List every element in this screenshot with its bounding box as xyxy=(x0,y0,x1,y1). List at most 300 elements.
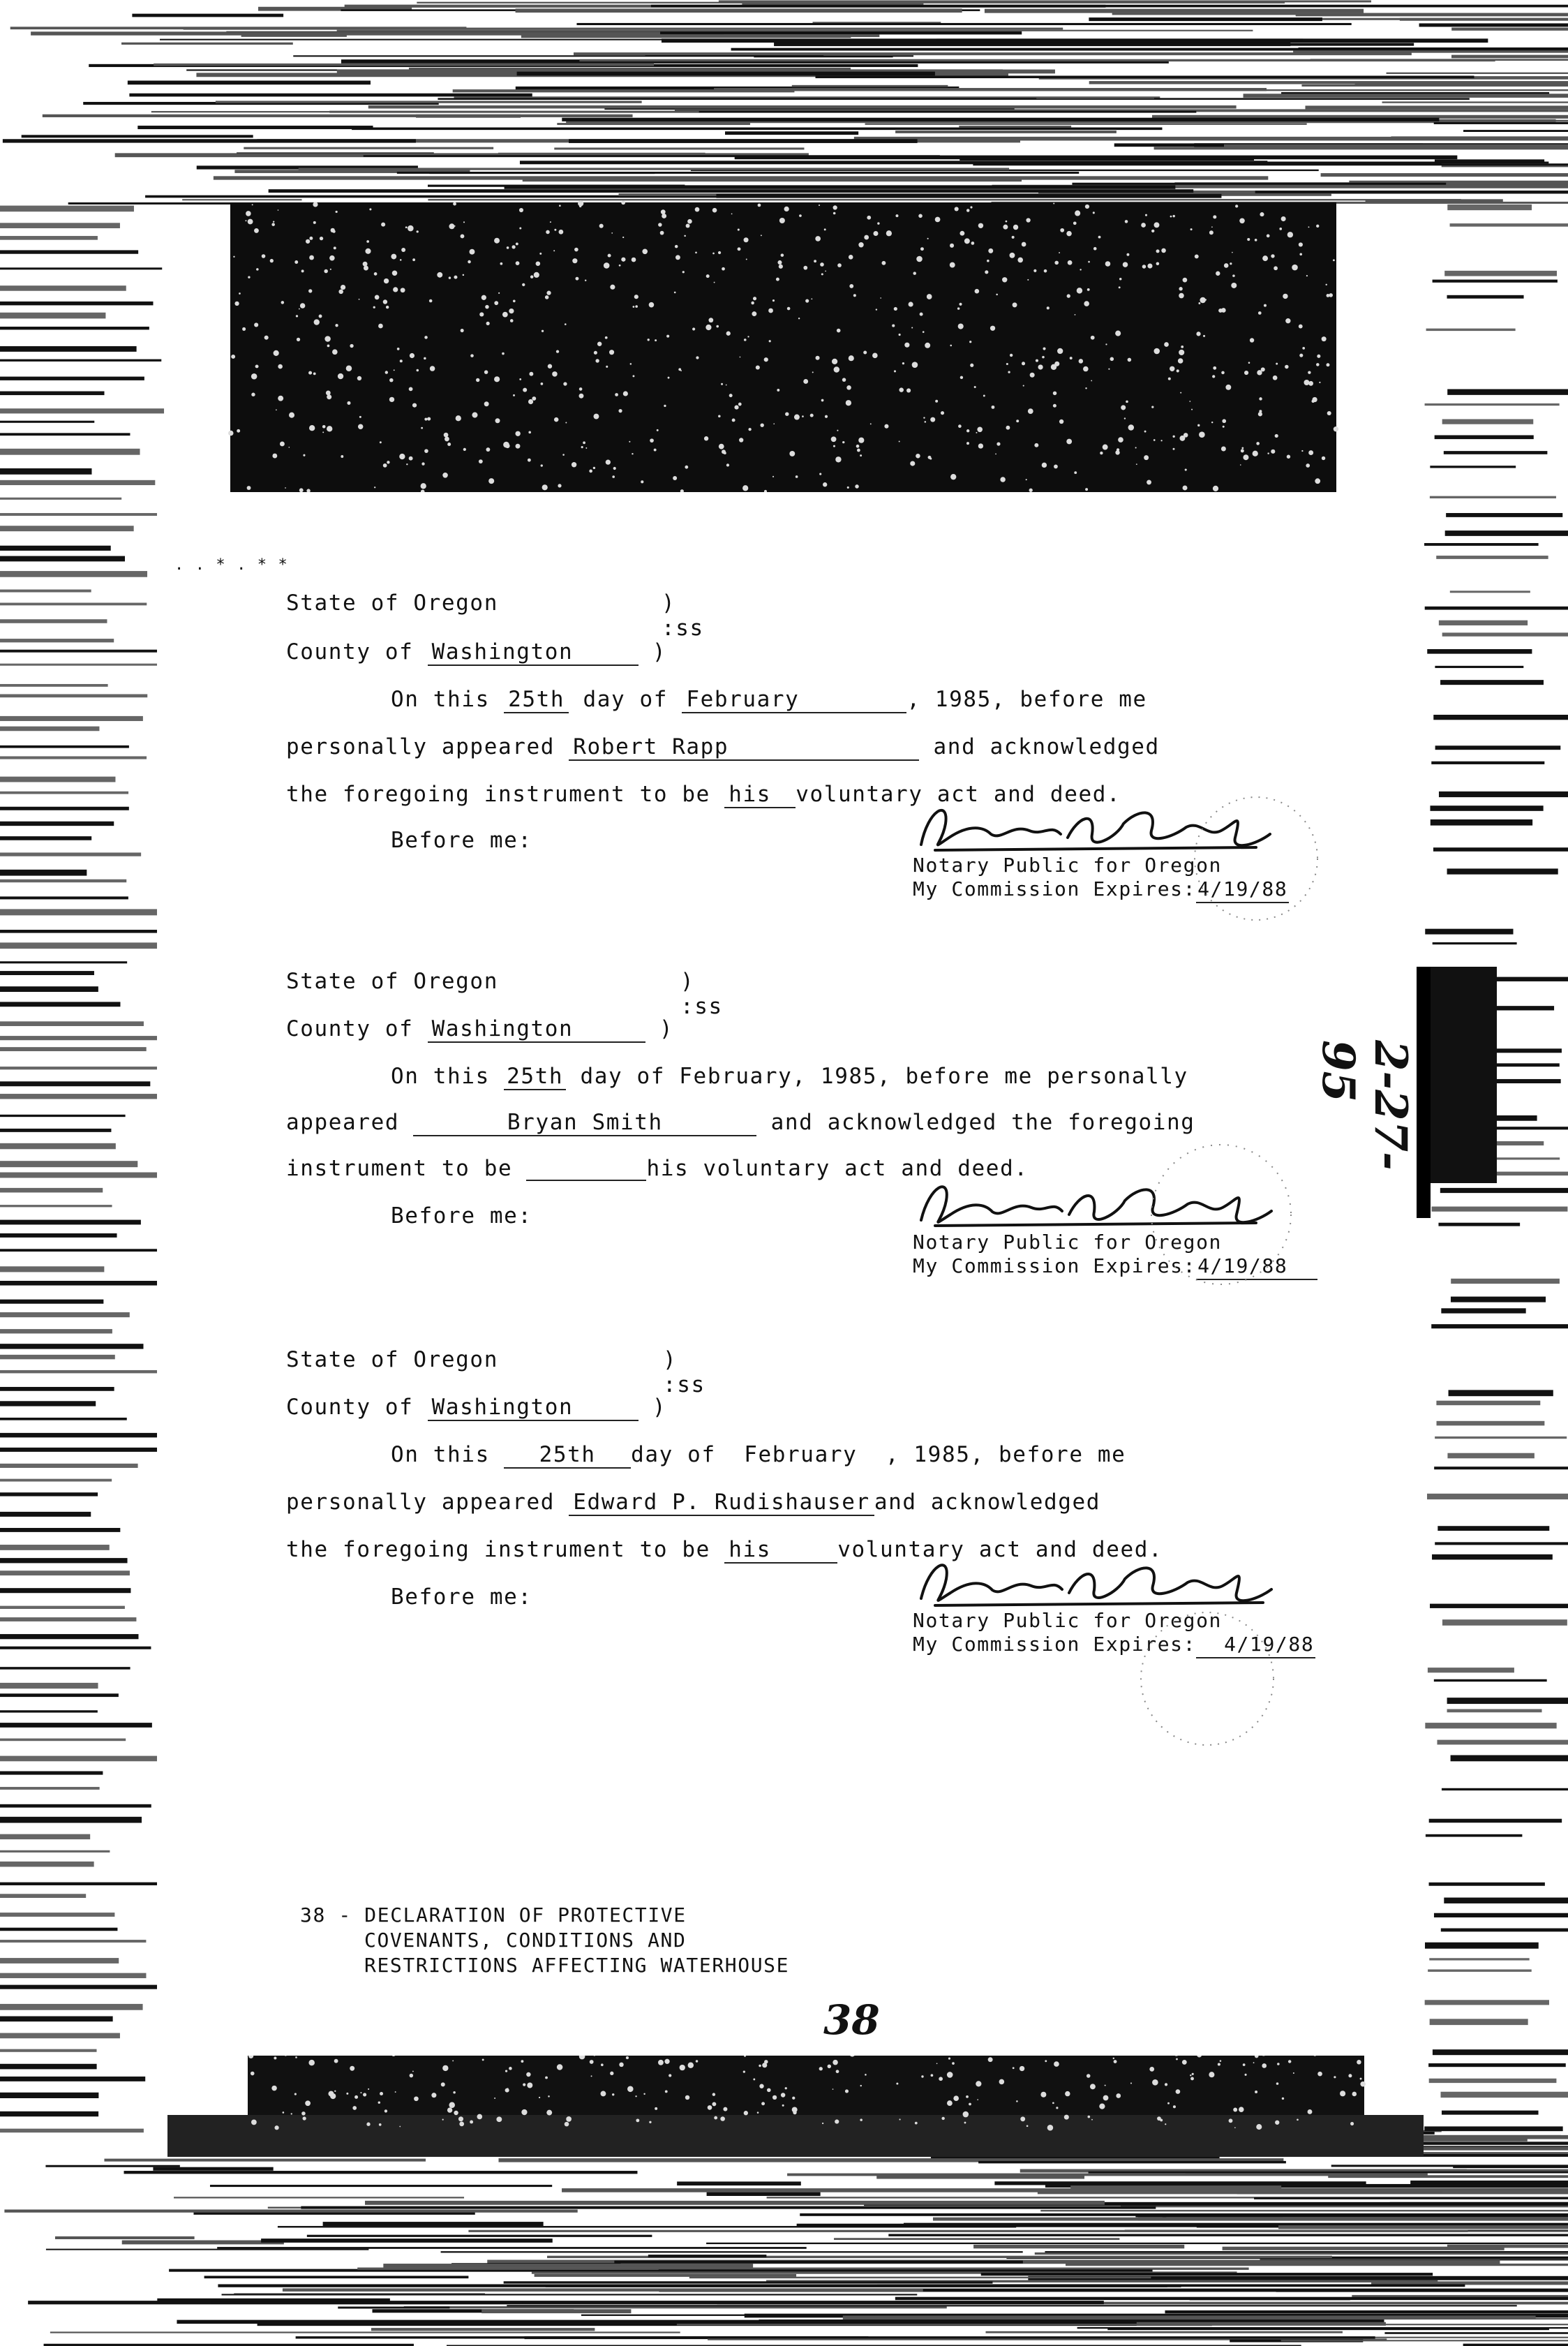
scan-speckle xyxy=(1116,2093,1121,2098)
scan-speckle xyxy=(742,485,748,491)
scan-stripe xyxy=(1435,1542,1568,1545)
scan-speckle xyxy=(400,259,402,261)
scan-speckle xyxy=(1115,331,1121,336)
scan-speckle xyxy=(1260,212,1264,216)
scan-speckle xyxy=(1216,272,1220,276)
scan-speckle xyxy=(548,364,552,368)
scan-speckle xyxy=(1119,286,1121,288)
scan-speckle xyxy=(559,230,564,235)
scan-speckle xyxy=(522,283,525,286)
scan-speckle xyxy=(1156,249,1160,253)
scan-speckle xyxy=(1348,2074,1352,2077)
scan-speckle xyxy=(494,238,500,244)
scan-speckle xyxy=(486,447,490,452)
scan-speckle xyxy=(798,318,800,319)
scan-speckle xyxy=(634,295,639,299)
scan-speckle xyxy=(563,382,567,385)
scan-speckle xyxy=(239,292,241,295)
scan-speckle xyxy=(579,387,583,391)
scan-stripe xyxy=(1432,1207,1568,1212)
scan-speckle xyxy=(1059,420,1063,424)
scan-speckle xyxy=(1093,247,1097,251)
scan-speckle xyxy=(615,393,618,396)
scan-speckle xyxy=(1255,2091,1257,2093)
scan-speckle xyxy=(271,2086,277,2091)
scan-speckle xyxy=(1149,2067,1154,2072)
scan-speckle xyxy=(320,237,323,240)
scan-speckle xyxy=(1047,306,1050,309)
scan-stripe xyxy=(1428,1668,1514,1672)
day-value: 25th xyxy=(504,687,569,713)
scan-speckle xyxy=(636,2118,639,2122)
scan-stripe xyxy=(1410,2181,1568,2185)
scan-stripe xyxy=(1425,1723,1556,1728)
scan-speckle xyxy=(389,397,394,402)
scan-speckle xyxy=(313,372,316,375)
scan-speckle xyxy=(500,262,503,265)
scan-speckle xyxy=(731,213,733,214)
scan-speckle xyxy=(389,378,394,383)
scan-speckle xyxy=(254,322,258,327)
scan-stripe xyxy=(1435,1436,1567,1439)
scan-speckle xyxy=(881,261,886,265)
appeared-line xyxy=(286,1490,1100,1516)
scan-speckle xyxy=(740,357,741,358)
scan-stripe xyxy=(1035,2252,1568,2255)
scan-stripe xyxy=(1441,1929,1568,1932)
scan-stripe xyxy=(1431,1324,1568,1328)
scan-stripe xyxy=(0,1545,110,1550)
scan-speckle xyxy=(546,230,550,235)
scan-speckle xyxy=(327,426,332,431)
scan-speckle xyxy=(539,253,542,255)
scan-speckle xyxy=(1044,269,1047,273)
voluntary-act: voluntary act and deed. xyxy=(796,782,1121,807)
scan-speckle xyxy=(309,425,315,431)
scan-stripe xyxy=(404,2306,947,2308)
scan-speckle xyxy=(641,480,643,483)
scan-stripe xyxy=(936,38,1303,40)
scan-speckle xyxy=(552,371,557,376)
scan-speckle xyxy=(1350,2122,1354,2125)
scan-speckle xyxy=(591,2075,592,2077)
scan-speckle xyxy=(658,223,662,227)
scan-stripe xyxy=(0,206,134,212)
notary-signature-3 xyxy=(907,1551,1284,1614)
scan-stripe xyxy=(0,1985,159,1989)
scan-speckle xyxy=(1053,392,1057,396)
scan-stripe xyxy=(1463,2344,1568,2346)
scan-stripe xyxy=(1254,2197,1568,2199)
notary-seal-1 xyxy=(1186,782,1326,935)
scan-speckle xyxy=(1052,2102,1054,2104)
scan-speckle xyxy=(1334,426,1338,431)
scan-stripe xyxy=(0,2064,97,2070)
scan-speckle xyxy=(505,2088,509,2093)
scan-speckle xyxy=(803,379,808,384)
scan-speckle xyxy=(1274,266,1278,270)
scan-speckle xyxy=(846,400,851,406)
scan-stripe xyxy=(1301,84,1568,87)
scan-speckle xyxy=(858,438,864,443)
scan-stripe xyxy=(1432,1554,1553,1560)
scan-speckle xyxy=(1028,408,1033,414)
scan-speckle xyxy=(1299,242,1303,246)
scan-speckle xyxy=(655,2107,657,2110)
scan-stripe xyxy=(1355,82,1568,84)
scan-speckle xyxy=(394,369,395,371)
scan-stripe xyxy=(0,449,140,455)
scan-speckle xyxy=(1144,431,1147,433)
scan-speckle xyxy=(1220,2060,1222,2062)
scan-speckle xyxy=(722,267,725,271)
scan-speckle xyxy=(1160,440,1162,441)
scan-speckle xyxy=(359,416,361,418)
scan-speckle xyxy=(414,2096,419,2101)
scan-stripe xyxy=(0,1787,100,1790)
scan-speckle xyxy=(273,221,274,222)
scan-speckle xyxy=(904,343,909,348)
scan-speckle xyxy=(988,2057,993,2062)
scan-stripe xyxy=(0,961,127,963)
scan-speckle xyxy=(668,377,670,379)
paren: ) xyxy=(659,1016,674,1041)
scan-speckle xyxy=(1262,2063,1267,2068)
scan-speckle xyxy=(378,2101,380,2103)
scan-stripe xyxy=(0,1634,138,1639)
scan-speckle xyxy=(1054,465,1058,469)
scan-stripe xyxy=(1382,101,1568,103)
scan-speckle xyxy=(723,2107,727,2111)
scan-stripe xyxy=(481,2309,631,2313)
scan-stripe xyxy=(0,1233,117,1238)
scan-stripe xyxy=(1066,2264,1568,2266)
scan-stripe xyxy=(0,684,108,687)
scan-speckle xyxy=(330,2093,336,2099)
scan-speckle xyxy=(978,223,983,228)
scan-stripe xyxy=(428,185,685,187)
scan-speckle xyxy=(485,305,489,309)
scan-speckle xyxy=(1198,302,1200,304)
scan-speckle xyxy=(927,238,929,239)
scan-stripe xyxy=(1435,745,1561,750)
scan-speckle xyxy=(857,449,860,452)
scan-speckle xyxy=(1235,205,1238,207)
scan-speckle xyxy=(1282,2098,1284,2100)
scan-stripe xyxy=(1255,191,1568,193)
scan-speckle xyxy=(1247,238,1250,241)
scan-speckle xyxy=(529,372,533,376)
scan-stripe xyxy=(1436,556,1548,559)
scan-stripe xyxy=(1430,805,1543,811)
scan-stripe xyxy=(0,1173,164,1178)
scan-speckle xyxy=(278,209,279,211)
scan-stripe xyxy=(0,1617,136,1621)
scan-speckle xyxy=(301,269,304,272)
scan-speckle xyxy=(1108,369,1110,370)
scan-speckle xyxy=(1325,284,1327,285)
scan-speckle xyxy=(1151,406,1153,408)
scan-speckle xyxy=(803,266,807,270)
scan-speckle xyxy=(761,235,762,236)
scan-speckle xyxy=(726,463,729,466)
scan-speckle xyxy=(1283,294,1287,299)
scan-speckle xyxy=(712,253,715,255)
scan-speckle xyxy=(952,2062,955,2065)
scan-stripe xyxy=(0,836,91,840)
scan-speckle xyxy=(523,2083,525,2086)
scan-speckle xyxy=(811,298,812,299)
scan-stripe xyxy=(714,88,1267,91)
scan-speckle xyxy=(856,445,860,448)
scan-stripe xyxy=(121,43,293,45)
right-margin-dark-strip-2 xyxy=(1417,967,1431,1218)
scan-stripe xyxy=(50,2331,680,2333)
scan-speckle xyxy=(779,265,783,269)
scan-stripe xyxy=(1276,2289,1568,2292)
scan-speckle xyxy=(1040,2092,1046,2098)
scan-speckle xyxy=(760,423,763,426)
scan-stripe xyxy=(0,756,147,759)
scan-speckle xyxy=(963,2111,969,2118)
scan-speckle xyxy=(821,273,823,275)
notary-seal-3 xyxy=(1103,1605,1312,1759)
scan-stripe xyxy=(0,2017,113,2022)
top-dark-band xyxy=(230,202,1336,492)
scan-speckle xyxy=(303,454,305,456)
scan-speckle xyxy=(449,223,454,229)
scan-speckle xyxy=(1110,357,1114,362)
scan-speckle xyxy=(744,2111,748,2115)
scan-speckle xyxy=(251,2120,257,2125)
scan-speckle xyxy=(1360,2078,1362,2080)
scan-stripe xyxy=(0,2111,98,2116)
scan-stripe xyxy=(301,2206,1156,2209)
scan-stripe xyxy=(1425,403,1560,406)
scan-speckle xyxy=(835,2119,839,2123)
scan-speckle xyxy=(916,454,920,458)
scan-speckle xyxy=(264,336,269,340)
date-line xyxy=(391,687,1147,713)
scan-speckle xyxy=(892,325,895,327)
scan-speckle xyxy=(1197,424,1200,426)
scan-speckle xyxy=(812,371,814,373)
scan-speckle xyxy=(391,254,396,260)
scan-speckle xyxy=(1136,463,1137,465)
scan-speckle xyxy=(412,258,415,261)
scan-speckle xyxy=(335,324,338,327)
scan-speckle xyxy=(1060,228,1064,232)
scan-speckle xyxy=(1047,2125,1054,2131)
scan-stripe xyxy=(677,2324,1568,2325)
scan-speckle xyxy=(444,433,449,438)
scan-speckle xyxy=(1154,222,1160,228)
scan-speckle xyxy=(911,327,913,328)
scan-speckle xyxy=(470,2121,473,2124)
scan-speckle xyxy=(541,464,543,466)
scan-stripe xyxy=(0,822,114,826)
scan-stripe xyxy=(0,1115,126,1117)
scan-stripe xyxy=(1424,543,1539,546)
scan-speckle xyxy=(283,2111,285,2114)
scan-stripe xyxy=(0,1771,103,1774)
scan-speckle xyxy=(902,362,904,364)
scan-stripe xyxy=(210,2185,552,2187)
scan-speckle xyxy=(978,443,983,448)
scan-speckle xyxy=(274,2125,278,2130)
scan-speckle xyxy=(519,208,523,212)
scan-speckle xyxy=(1034,443,1038,447)
scan-stripe xyxy=(569,139,918,143)
notary-title: Notary Public for Oregon xyxy=(913,854,1222,877)
scan-stripe xyxy=(0,468,91,475)
scan-speckle xyxy=(669,2074,671,2077)
scan-speckle xyxy=(1053,404,1056,408)
scan-speckle xyxy=(521,2109,527,2115)
scan-speckle xyxy=(1258,412,1262,416)
scan-speckle xyxy=(767,2088,771,2093)
scan-stripe xyxy=(0,1850,110,1853)
scan-speckle xyxy=(516,444,521,449)
scan-stripe xyxy=(0,777,115,782)
scan-speckle xyxy=(837,329,841,333)
scan-speckle xyxy=(1145,214,1147,216)
scan-speckle xyxy=(899,334,901,336)
scan-speckle xyxy=(1275,434,1278,438)
scan-speckle xyxy=(796,475,798,478)
scan-stripe xyxy=(0,870,87,876)
scan-speckle xyxy=(739,438,743,442)
scan-speckle xyxy=(692,327,695,330)
scan-speckle xyxy=(1183,485,1188,490)
scan-speckle xyxy=(792,2097,795,2100)
scan-speckle xyxy=(1036,359,1038,362)
scan-speckle xyxy=(824,228,826,230)
day-value: 25th xyxy=(504,1442,631,1469)
scan-speckle xyxy=(270,259,274,262)
scan-speckle xyxy=(969,341,971,343)
scan-speckle xyxy=(359,299,360,300)
scan-speckle xyxy=(835,456,841,462)
scan-speckle xyxy=(899,2118,900,2120)
scan-speckle xyxy=(410,2074,414,2078)
scan-speckle xyxy=(895,214,898,217)
scan-speckle xyxy=(536,261,541,266)
scan-speckle xyxy=(458,2116,463,2121)
scan-stripe xyxy=(124,2171,638,2174)
county-value: Washington xyxy=(428,639,639,666)
scan-speckle xyxy=(395,2091,396,2093)
scan-stripe xyxy=(1447,868,1558,874)
scan-speckle xyxy=(635,2095,636,2097)
scan-stripe xyxy=(0,1329,112,1333)
scan-speckle xyxy=(231,355,235,359)
scan-speckle xyxy=(1064,2115,1069,2120)
scan-speckle xyxy=(1271,254,1274,258)
scan-speckle xyxy=(519,378,521,380)
scan-stripe xyxy=(0,223,120,228)
scan-speckle xyxy=(1267,452,1269,454)
scan-speckle xyxy=(516,261,520,265)
scan-speckle xyxy=(1068,260,1073,265)
scan-speckle xyxy=(299,309,300,310)
scan-speckle xyxy=(860,454,862,456)
scan-speckle xyxy=(1090,2084,1096,2089)
scan-speckle xyxy=(696,356,699,359)
scan-stripe xyxy=(0,1693,119,1697)
scan-speckle xyxy=(777,260,782,265)
scan-speckle xyxy=(787,307,791,311)
scan-stripe xyxy=(28,2301,1104,2304)
scan-speckle xyxy=(1190,2077,1194,2081)
scan-stripe xyxy=(0,1094,165,1099)
scan-speckle xyxy=(753,297,756,300)
scan-speckle xyxy=(1093,211,1095,214)
scan-speckle xyxy=(1179,287,1182,290)
scan-speckle xyxy=(1221,447,1226,452)
scan-speckle xyxy=(849,284,853,288)
scan-speckle xyxy=(1292,265,1298,271)
scan-speckle xyxy=(606,366,608,368)
scan-speckle xyxy=(1250,338,1254,342)
scan-speckle xyxy=(988,248,993,253)
scan-speckle xyxy=(237,429,240,433)
scan-stripe xyxy=(1427,1494,1568,1499)
scan-speckle xyxy=(1234,2127,1236,2128)
scan-speckle xyxy=(649,2121,651,2123)
scan-speckle xyxy=(746,259,747,260)
scan-stripe xyxy=(174,2197,464,2198)
scan-stripe xyxy=(1387,73,1568,74)
scan-speckle xyxy=(309,237,313,240)
scan-speckle xyxy=(708,318,713,322)
scan-stripe xyxy=(1216,2188,1568,2192)
scan-speckle xyxy=(810,414,814,417)
scan-speckle xyxy=(675,255,680,260)
scan-speckle xyxy=(565,323,567,325)
scan-speckle xyxy=(1057,348,1063,354)
scan-speckle xyxy=(334,2059,338,2063)
scan-speckle xyxy=(585,447,587,449)
scan-speckle xyxy=(1105,2085,1106,2086)
scan-speckle xyxy=(935,400,938,403)
scan-speckle xyxy=(1276,2082,1279,2085)
scan-stripe xyxy=(0,1756,167,1762)
county-label: County of xyxy=(286,1016,414,1041)
scan-stripe xyxy=(283,2288,923,2292)
scan-stripe xyxy=(1446,513,1562,517)
scan-speckle xyxy=(565,422,567,423)
scan-speckle xyxy=(1179,293,1184,299)
scan-speckle xyxy=(1304,380,1309,385)
scan-stripe xyxy=(1449,1390,1553,1396)
scan-stripe xyxy=(1431,819,1532,826)
scan-speckle xyxy=(777,389,779,392)
scan-stripe xyxy=(0,1143,116,1149)
scan-speckle xyxy=(1211,226,1213,228)
scan-speckle xyxy=(849,355,854,361)
scan-speckle xyxy=(686,224,690,228)
scan-speckle xyxy=(1075,314,1076,315)
scan-speckle xyxy=(256,268,259,271)
scan-stripe xyxy=(1305,105,1568,109)
scan-stripe xyxy=(0,1249,160,1252)
personally-appeared: personally appeared xyxy=(286,1490,555,1515)
scan-speckle xyxy=(421,483,426,489)
scan-speckle xyxy=(1013,225,1018,230)
appearer-name: Bryan Smith xyxy=(413,1110,756,1136)
scan-speckle xyxy=(513,299,516,302)
